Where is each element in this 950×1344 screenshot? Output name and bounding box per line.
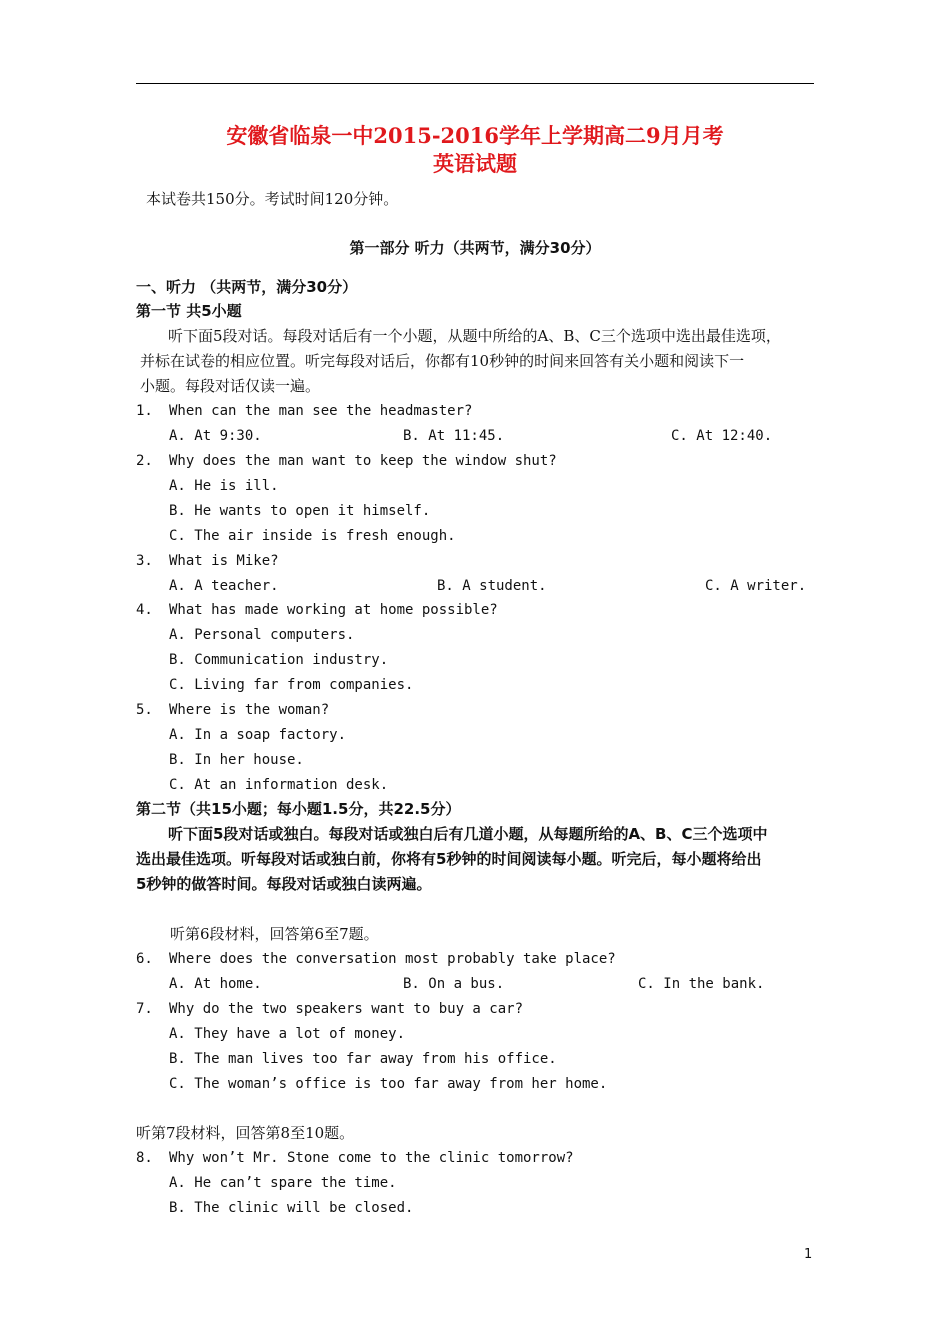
section1-heading: 一、听力 （共两节，满分30分） [136, 278, 358, 296]
section2-directions-line: 5秒钟的做答时间。每段对话或独白读两遍。 [136, 875, 432, 893]
option-a: A. He is ill. [169, 478, 279, 494]
option-c: C. In the bank. [638, 976, 765, 992]
question-number: 1. [136, 403, 153, 419]
question-number: 3. [136, 553, 153, 569]
option-c: C. At 12:40. [671, 428, 773, 444]
exam-intro: 本试卷共150分。考试时间120分钟。 [146, 190, 399, 208]
option-b: B. The man lives too far away from his office. [169, 1051, 557, 1067]
question-stem: Where does the conversation most probably take place? [169, 951, 616, 967]
question-stem: Why do the two speakers want to buy a car? [169, 1001, 524, 1017]
question-number: 4. [136, 602, 153, 618]
question-stem: What has made working at home possible? [169, 602, 498, 618]
question-number: 6. [136, 951, 153, 967]
option-b: B. In her house. [169, 752, 304, 768]
section1-subheading: 第一节 共5小题 [136, 302, 242, 320]
option-a: A. He can’t spare the time. [169, 1175, 397, 1191]
section1-directions-line: 小题。每段对话仅读一遍。 [140, 377, 321, 395]
option-c: C. At an information desk. [169, 777, 389, 793]
material-6-label: 听第6段材料，回答第6至7题。 [170, 925, 379, 943]
part1-heading: 第一部分 听力（共两节，满分30分） [349, 239, 601, 257]
option-a: A. In a soap factory. [169, 727, 347, 743]
page-number: 1 [804, 1247, 813, 1262]
option-b: B. A student. [437, 578, 547, 594]
option-a: A. They have a lot of money. [169, 1026, 406, 1042]
section1-directions-line: 并标在试卷的相应位置。听完每段对话后，你都有10秒钟的时间来回答有关小题和阅读下一 [140, 352, 745, 370]
section2-directions-line: 选出最佳选项。听每段对话或独白前，你将有5秒钟的时间阅读每小题。听完后，每小题将给出 [136, 850, 762, 868]
exam-title: 安徽省临泉一中2015-2016学年上学期高二9月月考 [226, 123, 724, 148]
option-b: B. Communication industry. [169, 652, 389, 668]
option-c: C. A writer. [705, 578, 807, 594]
option-a: A. At home. [169, 976, 262, 992]
question-stem: What is Mike? [169, 553, 279, 569]
option-b: B. On a bus. [403, 976, 505, 992]
question-number: 5. [136, 702, 153, 718]
option-c: C. The air inside is fresh enough. [169, 528, 456, 544]
section2-directions-line: 听下面5段对话或独白。每段对话或独白后有几道小题，从每题所给的A、B、C三个选项中 [168, 825, 768, 843]
option-c: C. Living far from companies. [169, 677, 414, 693]
question-stem: Why won’t Mr. Stone come to the clinic tomorrow? [169, 1150, 574, 1166]
question-stem: When can the man see the headmaster? [169, 403, 473, 419]
option-b: B. He wants to open it himself. [169, 503, 431, 519]
header-rule [136, 83, 814, 84]
question-number: 2. [136, 453, 153, 469]
option-c: C. The woman’s office is too far away from her home. [169, 1076, 608, 1092]
section1-directions-line: 听下面5段对话。每段对话后有一个小题，从题中所给的A、B、C三个选项中选出最佳选项， [168, 327, 781, 345]
material-7-label: 听第7段材料，回答第8至10题。 [136, 1124, 355, 1142]
question-number: 8. [136, 1150, 153, 1166]
option-b: B. At 11:45. [403, 428, 505, 444]
option-b: B. The clinic will be closed. [169, 1200, 414, 1216]
section2-heading: 第二节（共15小题；每小题1.5分，共22.5分） [136, 800, 461, 818]
question-stem: Where is the woman? [169, 702, 330, 718]
option-a: A. At 9:30. [169, 428, 262, 444]
question-number: 7. [136, 1001, 153, 1017]
option-a: A. A teacher. [169, 578, 279, 594]
question-stem: Why does the man want to keep the window shut? [169, 453, 557, 469]
option-a: A. Personal computers. [169, 627, 355, 643]
exam-subtitle: 英语试题 [433, 151, 517, 176]
